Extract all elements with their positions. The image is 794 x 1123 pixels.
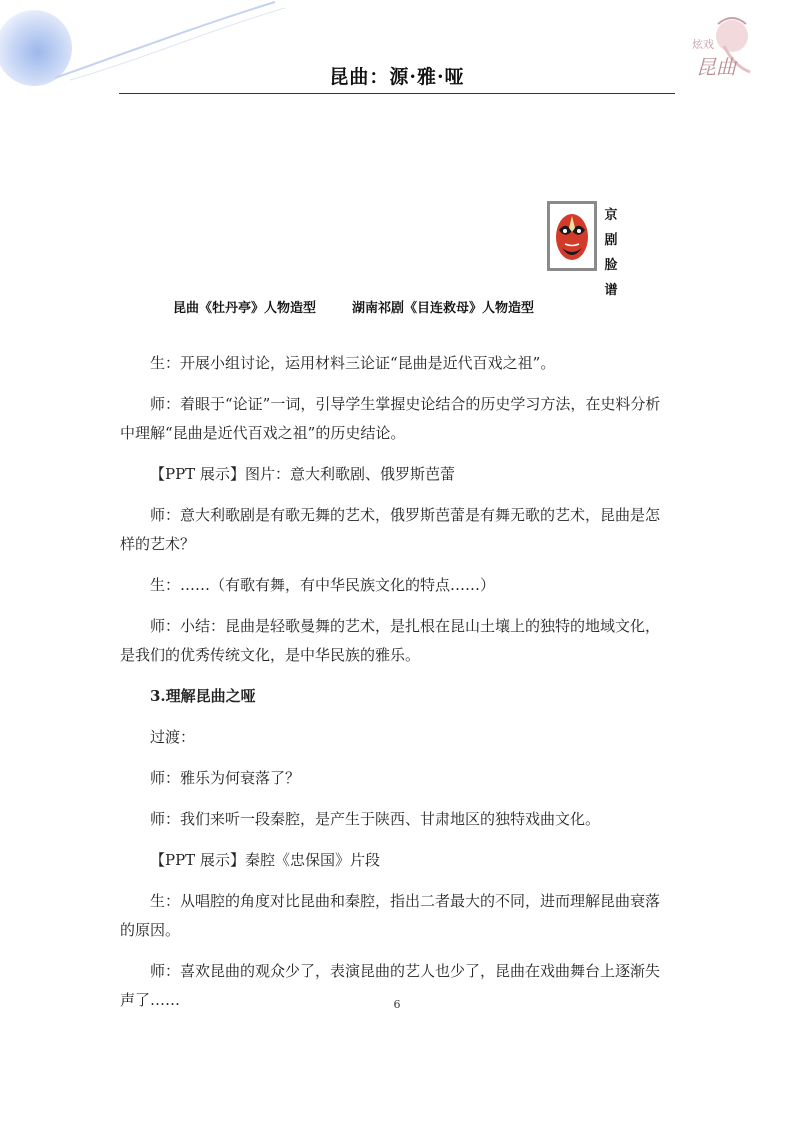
- paragraph: 师：雅乐为何衰落了？: [150, 769, 301, 787]
- paragraph: 【PPT 展示】秦腔《忠保国》片段: [150, 851, 380, 869]
- paragraph: 生：开展小组讨论，运用材料三论证“昆曲是近代百戏之祖”。: [150, 354, 556, 372]
- paragraph: 师：着眼于“论证”一词，引导学生掌握史论结合的历史学习方法，在史料分析中理解“昆曲是近代百戏之祖”的历史结论。: [120, 395, 661, 442]
- paragraph: 生：从唱腔的角度对比昆曲和秦腔，指出二者最大的不同，进而理解昆曲衰落的原因。: [120, 892, 661, 939]
- side-label-char: 谱: [604, 283, 618, 298]
- logo-seal-text: 炫戏: [692, 38, 714, 51]
- paragraph: 生：……（有歌有舞，有中华民族文化的特点……）: [150, 576, 496, 594]
- paragraph: 师：意大利歌剧是有歌无舞的艺术，俄罗斯芭蕾是有舞无歌的艺术，昆曲是怎样的艺术？: [120, 506, 661, 553]
- paragraph: 过渡：: [150, 728, 196, 746]
- peking-opera-mask-image: [547, 201, 597, 271]
- page-number: 6: [393, 998, 401, 1011]
- paragraph: 师：喜欢昆曲的观众少了，表演昆曲的艺人也少了，昆曲在戏曲舞台上逐渐失声了……: [120, 962, 661, 1009]
- side-label-char: 脸: [604, 258, 618, 273]
- header-divider: [119, 93, 675, 94]
- figure-caption-right: 湖南祁剧《目连救母》人物造型: [352, 301, 535, 316]
- paragraph: 师：我们来听一段秦腔，是产生于陕西、甘肃地区的独特戏曲文化。: [150, 810, 601, 828]
- paragraph: 师：小结：昆曲是轻歌曼舞的艺术，是扎根在昆山土壤上的独特的地域文化，是我们的优秀传统文化，是中华民族的雅乐。: [120, 617, 661, 664]
- mask-left-eye: [563, 229, 567, 233]
- mask-side-label: [602, 203, 620, 303]
- section-heading: 3.理解昆曲之哑: [150, 687, 256, 705]
- figure-caption-left: 昆曲《牡丹亭》人物造型: [173, 301, 317, 316]
- side-label-char: 剧: [604, 233, 618, 248]
- body-text: [120, 349, 666, 1027]
- mask-right-eye: [577, 229, 581, 233]
- logo-figure-head: [716, 20, 748, 52]
- paragraph: 【PPT 展示】图片：意大利歌剧、俄罗斯芭蕾: [150, 465, 455, 483]
- side-label-char: 京: [604, 208, 618, 223]
- logo-text: 昆曲: [696, 55, 736, 79]
- page-header-title: 昆曲：源·雅·哑: [329, 66, 465, 88]
